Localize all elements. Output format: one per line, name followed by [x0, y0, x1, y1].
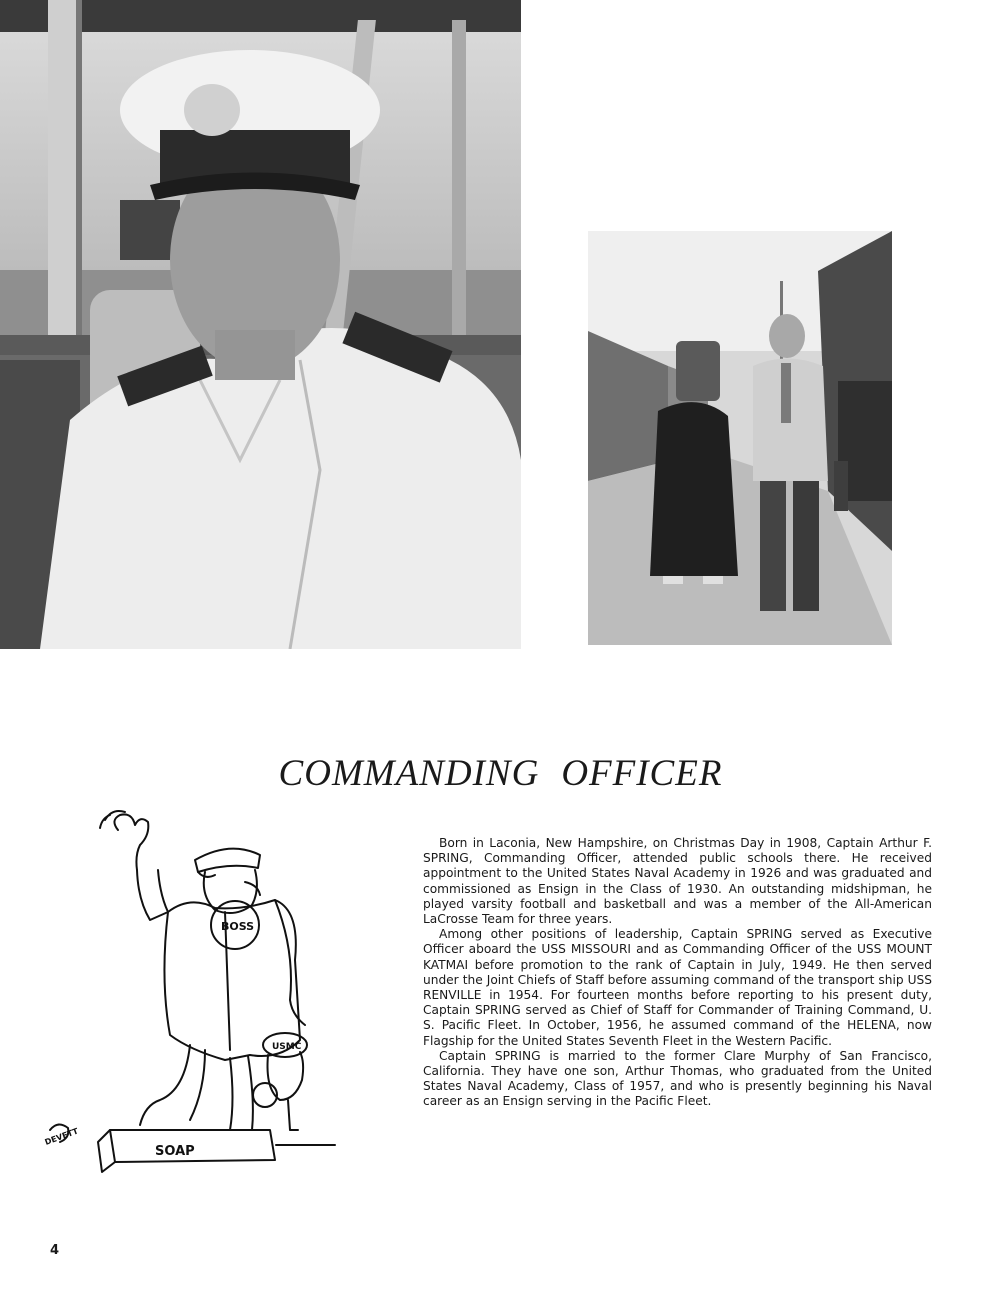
cartoon-boss-badge-text: BOSS [221, 920, 255, 933]
heading-word-commanding: COMMANDING [278, 753, 540, 794]
cartoon-soap-box-text: SOAP [155, 1144, 195, 1159]
biography-paragraph: Captain SPRING is married to the former Clare Murphy of San Francisco, California. They have one son, Arthur Thomas, who graduated from the United States Naval Academy, Class of 1957, and who is presently beginning his Naval career as an Ensign serving in the Pacific Fleet. [423, 1048, 932, 1109]
heading-word-officer: OFFICER [561, 753, 723, 794]
captain-cartoon-illustration [40, 800, 340, 1175]
cartoon-usmc-hat-text: USMC [272, 1042, 302, 1052]
biography-text-block [423, 836, 932, 1110]
biography-paragraph: Among other positions of leadership, Captain SPRING served as Executive Officer aboard the USS MISSOURI and as Commanding Officer of the USS MOUNT KATMAI before promotion to the rank of Captain in July, 1949. He then served under the Joint Chiefs of Staff before assuming command of the transport ship USS RENVILLE in 1954. For fourteen months before reporting to his present duty, Captain SPRING served as Chief of Staff for Commander of Training Command, U. S. Pacific Fleet. In October, 1956, he assumed command of the HELENA, now Flagship for the United States Seventh Fleet in the Western Pacific. [423, 927, 932, 1048]
captain-portrait-photo [0, 0, 521, 649]
cartoon-signature-text: DEVETT [43, 1126, 80, 1147]
biography-paragraph: Born in Laconia, New Hampshire, on Christmas Day in 1908, Captain Arthur F. SPRING, Commanding Officer, attended public schools there. He received appointment to the United States Naval Academy in 1926 and was graduated and commissioned as Ensign in the Class of 1930. An outstanding midshipman, he played varsity football and basketball and was a member of the All-American LaCrosse Team for three years. [423, 836, 932, 927]
page-heading [0, 752, 1001, 795]
page-number: 4 [50, 1243, 60, 1258]
street-scene-photo [588, 231, 892, 645]
